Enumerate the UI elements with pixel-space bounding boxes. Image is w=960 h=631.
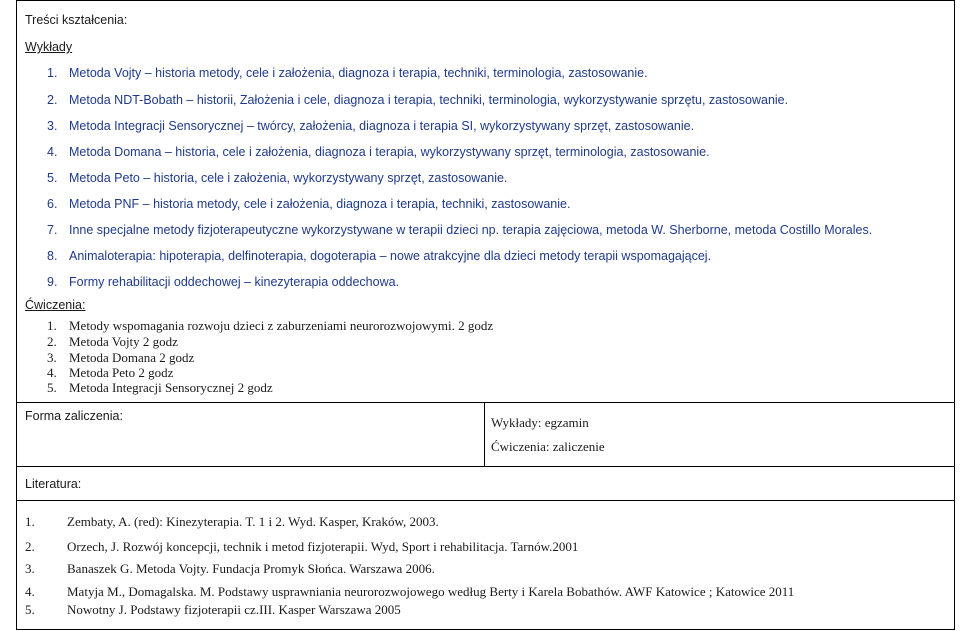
list-item: 1. Zembaty, A. (red): Kinezyterapia. T. 1 i 2. Wyd. Kasper, Kraków, 2003. [25, 514, 439, 529]
list-item: 2. Metoda Vojty 2 godz [47, 334, 178, 349]
list-item: 3. Banaszek G. Metoda Vojty. Fundacja Promyk Słońca. Warszawa 2006. [25, 561, 435, 576]
top-border [16, 0, 955, 1]
lectures-title: Wykłady [25, 40, 73, 54]
list-item: 3. Metoda Domana 2 godz [47, 350, 195, 365]
list-item: 6. Metoda PNF – historia metody, cele i założenia, diagnoza i terapia, techniki, zastosowanie. [47, 197, 571, 211]
section-heading: Treści kształcenia: [25, 13, 128, 27]
assessment-lectures: Wykłady: egzamin [491, 415, 589, 430]
list-item: 3. Metoda Integracji Sensorycznej – twórcy, założenia, diagnoza i terapia SI, wykorzystywany sprzęt, zastosowanie. [47, 119, 695, 133]
list-item: 4. Matyja M., Domagalska. M. Podstawy usprawniania neurorozwojowego według Berty i Karela Bobathów. AWF Katowice ; Katowice 2011 [25, 584, 795, 599]
assessment-label: Forma zaliczenia: [25, 409, 123, 423]
literature-title: Literatura: [25, 477, 82, 491]
assessment-divider [484, 402, 485, 466]
list-item: 1. Metoda Vojty – historia metody, cele i założenia, diagnoza i terapia, techniki, terminologia, zastosowanie. [47, 66, 648, 80]
list-item: 9. Formy rehabilitacji oddechowej – kinezyterapia oddechowa. [47, 275, 400, 289]
content-bottom-rule [16, 402, 955, 403]
list-item: 5. Nowotny J. Podstawy fizjoterapii cz.III. Kasper Warszawa 2005 [25, 602, 401, 617]
list-item: 4. Metoda Domana – historia, cele i założenia, diagnoza i terapia, wykorzystywany sprzęt, terminologia, zastosowanie. [47, 145, 710, 159]
assessment-bottom-rule [16, 466, 955, 467]
literature-header-rule [16, 500, 955, 501]
assessment-exercises: Ćwiczenia: zaliczenie [491, 439, 605, 454]
list-item: 7. Inne specjalne metody fizjoterapeutyczne wykorzystywane w terapii dzieci np. terapia zajęciowa, metoda W. Sherborne, metoda Costillo Morales. [47, 223, 873, 237]
list-item: 4. Metoda Peto 2 godz [47, 365, 174, 380]
list-item: 8. Animaloterapia: hipoterapia, delfinoterapia, dogoterapia – nowe atrakcyjne dla dzieci metody terapii wspomagającej. [47, 249, 712, 263]
list-item: 2. Metoda NDT-Bobath – historii, Założenia i cele, diagnoza i terapia, techniki, terminologia, wykorzystywanie sprzętu, zastosowanie. [47, 93, 789, 107]
list-item: 5. Metoda Integracji Sensorycznej 2 godz [47, 380, 273, 395]
exercises-title: Ćwiczenia: [25, 298, 86, 312]
list-item: 1. Metody wspomagania rozwoju dzieci z zaburzeniami neurorozwojowymi. 2 godz [47, 318, 494, 333]
list-item: 5. Metoda Peto – historia, cele i założenia, wykorzystywany sprzęt, zastosowanie. [47, 171, 508, 185]
list-item: 2. Orzech, J. Rozwój koncepcji, technik i metod fizjoterapii. Wyd, Sport i rehabilitacja. Tarnów.2001 [25, 539, 579, 554]
